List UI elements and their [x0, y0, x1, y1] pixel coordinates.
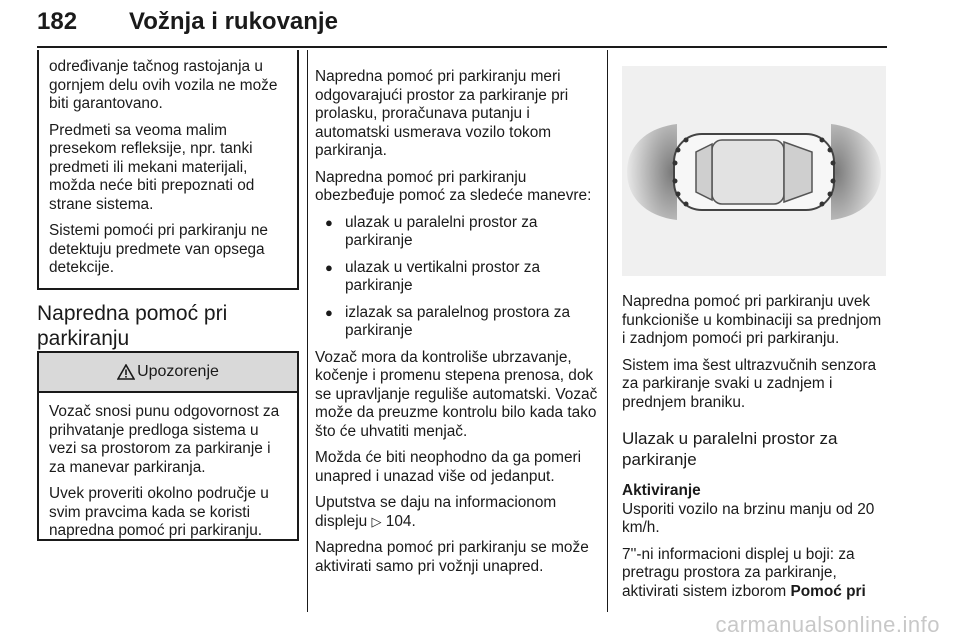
- step-heading: Aktiviranje: [622, 482, 701, 499]
- column-3: [622, 293, 888, 609]
- body-paragraph: Napredna pomoć pri parkiranju obezbeđuje pomoć za sledeće manevre:: [315, 168, 592, 204]
- body-paragraph: Napredna pomoć pri parkiranju se može aktivirati samo pri vožnji unapred.: [315, 539, 589, 575]
- sensor-diagram: [622, 66, 886, 276]
- body-paragraph: Vozač mora da kontroliše ubrzavanje, kočenje i promenu stepena prenosa, dok se upravljanje reguliše automatski. Vozač može da preuzme kontrolu bilo kada tako što će uhvatiti menjač.: [315, 348, 598, 440]
- list-item: ● izlazak sa paralelnog prostora za parkiranje: [315, 304, 599, 341]
- page-reference-icon: ▷: [371, 513, 382, 529]
- subsection-heading: Ulazak u paralelni prostor za parkiranje: [622, 429, 838, 469]
- page-reference[interactable]: 104.: [385, 512, 416, 530]
- warning-header: [39, 353, 297, 393]
- warning-paragraph: Vozač snosi punu odgovornost za prihvatanje predloga sistema u vezi sa prostorom za parkiranje i za manevar parkiranja.: [49, 403, 280, 476]
- section-title: Vožnja i rukovanje: [129, 8, 338, 35]
- header-rule: [37, 46, 887, 48]
- instruction-text: 7''-ni informacioni displej u boji: za pretragu prostora za parkiranje, aktivirati sistem izborom: [622, 545, 855, 600]
- column-2: [315, 68, 599, 584]
- column-divider-2: [607, 50, 608, 612]
- page-header: [37, 6, 887, 46]
- body-paragraph: Možda će biti neophodno da ga pomeri unapred i unazad više od jedanput.: [315, 449, 582, 485]
- warning-title: Upozorenje: [137, 362, 219, 380]
- list-item: ● ulazak u paralelni prostor za parkiranje: [315, 214, 599, 251]
- front-sensor-zone: [831, 124, 881, 220]
- list-item: ● ulazak u vertikalni prostor za parkiranje: [315, 259, 599, 296]
- body-paragraph: [622, 546, 888, 602]
- car-roof: [712, 140, 784, 204]
- heading-line: parkiranju: [37, 327, 130, 350]
- maneuver-list: [315, 214, 599, 341]
- section-heading: [37, 301, 227, 351]
- body-paragraph: Napredna pomoć pri parkiranju uvek funkcioniše u kombinaciji sa prednjom i zadnjom pomoći pri parkiranju.: [622, 293, 882, 347]
- rear-window: [696, 144, 712, 200]
- page-number: 182: [37, 8, 78, 35]
- warning-box: [37, 351, 299, 541]
- info-paragraph: Predmeti sa veoma malim presekom refleksije, npr. tanki predmeti ili mekani materijali, možda neće biti prepoznati od strane sistema.: [49, 121, 255, 213]
- body-paragraph: Napredna pomoć pri parkiranju meri odgovarajući prostor za parkiranje pri prolasku, proračunava putanju i automatski usmerava vozilo tokom parkiranja.: [315, 68, 569, 159]
- warning-paragraph: Uvek proveriti okolno područje u svim pravcima kada se koristi napredna pomoć pri parkiranju.: [49, 485, 269, 539]
- heading-line: Napredna pomoć pri: [37, 302, 228, 325]
- windshield: [784, 142, 812, 202]
- info-paragraph: određivanje tačnog rastojanja u gornjem delu ovih vozila ne može biti garantovano.: [49, 58, 278, 112]
- body-paragraph: [315, 494, 599, 531]
- column-divider-1: [307, 50, 308, 612]
- body-paragraph: Sistem ima šest ultrazvučnih senzora za parkiranje svaki u zadnjem i prednjem braniku.: [622, 356, 877, 411]
- warning-icon: [117, 364, 135, 380]
- info-box: [37, 50, 299, 290]
- body-paragraph: Usporiti vozilo na brzinu manju od 20 km/h.: [622, 500, 875, 536]
- watermark: carmanualsonline.info: [715, 612, 940, 637]
- reference-text: Uputstva se daju na informacionom displeju: [315, 494, 557, 530]
- rear-sensor-zone: [627, 124, 677, 220]
- info-paragraph: Sistemi pomoći pri parkiranju ne detektuju predmete van opsega detekcije.: [49, 222, 268, 276]
- car-sensor-illustration: [622, 66, 886, 276]
- menu-term: Pomoć pri: [790, 582, 866, 600]
